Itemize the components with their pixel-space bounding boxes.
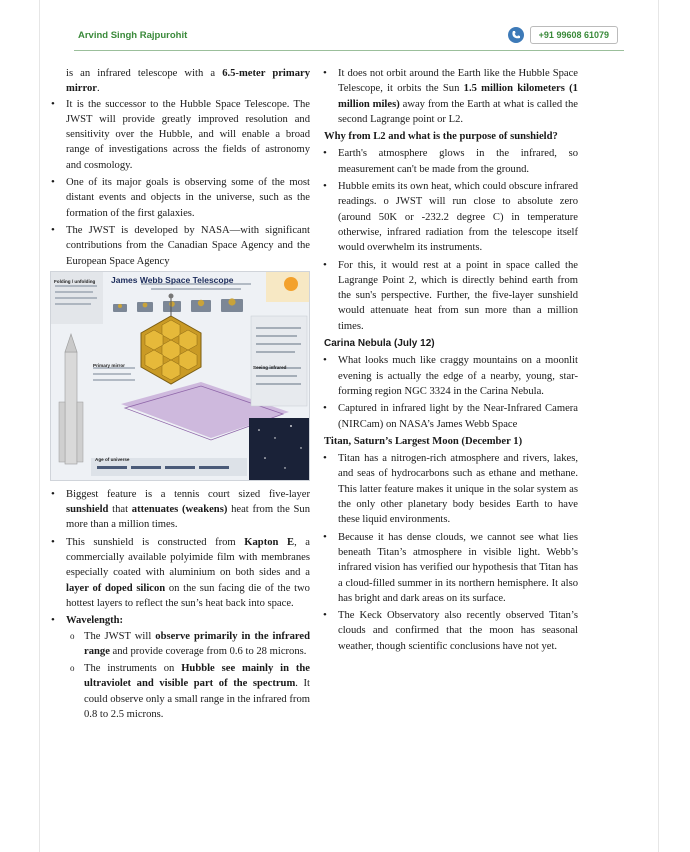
- list-item: • This sunshield is constructed from Kapton E, a commercially available polyimide film with membranes especially coated with aluminium on both sides and a layer of doped silicon on the sun facing die of the two hottest layers to reflect the sun’s heat back into space.: [66, 535, 310, 611]
- list-item: • Titan has a nitrogen-rich atmosphere and rivers, lakes, and seas of hydrocarbons such as ethane and methane. This latter feature makes it unique in the solar system as the only other planetary body besides Earth to have these liquid environments.: [338, 451, 578, 527]
- phone-number: +91 99608 61079: [530, 26, 618, 44]
- infographic-label-infrared: Seeing infrared: [253, 364, 287, 370]
- intro-paragraph: is an infrared telescope with a 6.5-meter primary mirror.: [66, 68, 310, 95]
- left-bullet-list: [66, 97, 310, 269]
- list-item: • What looks much like craggy mountains on a moonlit evening is actually the edge of a nearby, young, star-forming region NGC 3324 in the Carina Nebula.: [338, 353, 578, 399]
- contact-block: [508, 26, 618, 44]
- list-item: o The instruments on Hubble see mainly in the ultraviolet and visible part of the spectrum. It could observe only a small range in the infrared from 0.8 to 2.5 microns.: [84, 661, 310, 722]
- author-name: Arvind Singh Rajpurohit: [78, 30, 188, 41]
- list-item: o The JWST will observe primarily in the infrared range and provide coverage from 0.6 to 28 microns.: [84, 629, 310, 660]
- list-item: • It does not orbit around the Earth like the Hubble Space Telescope, it orbits the Sun 1.5 million kilometers (1 million miles) away from the Earth at what is called the second Lagrange point or L2.: [338, 66, 578, 127]
- infographic-title: James Webb Space Telescope: [111, 274, 234, 285]
- list-item: • It is the successor to the Hubble Space Telescope. The JWST will provide greatly improved resolution and sensitivity over the Hubble, and will enable a broad range of investigations across the fields of astronomy and cosmology.: [66, 97, 310, 173]
- right-bullet-list-2: [338, 146, 578, 334]
- jwst-infographic: [50, 271, 310, 481]
- infographic-label-folding: Folding / unfolding: [54, 278, 96, 284]
- infographic-label-age: Age of universe: [95, 456, 130, 462]
- wavelength-sublist: [66, 629, 310, 723]
- question-heading: Why from L2 and what is the purpose of sunshield?: [324, 131, 558, 143]
- section-heading-carina: Carina Nebula (July 12): [324, 338, 435, 350]
- list-item: • Hubble emits its own heat, which could obscure infrared readings. o JWST will run close to absolute zero (around 50K or -232.2 degree C) in temperature otherwise, infrared radiation from the telescope itself would overwhelm its instruments.: [338, 179, 578, 255]
- infographic-label-primary-mirror: Primary mirror: [93, 362, 125, 368]
- right-bullet-list-3: [338, 353, 578, 431]
- list-item: • The Keck Observatory also recently observed Titan’s clouds and confirmed that the moon has seasonal weather, though scientific conclusions have not yet.: [338, 608, 578, 654]
- section-heading-titan: Titan, Saturn’s Largest Moon (December 1): [324, 435, 523, 447]
- list-item: • The JWST is developed by NASA—with significant contributions from the Canadian Space Agency and the European Space Agency: [66, 223, 310, 269]
- right-bullet-list: [338, 66, 578, 127]
- list-item: • For this, it would rest at a point in space called the Lagrange Point 2, which is directly behind earth from the sun's perspective. Further, the five-layer sunshield would attenuate heat from sun more than a million times.: [338, 258, 578, 334]
- list-item: • Earth's atmosphere glows in the infrared, so measurement can't be made from the ground.: [338, 146, 578, 177]
- phone-icon: [508, 27, 524, 43]
- left-column: [54, 66, 311, 724]
- right-column: [324, 66, 578, 656]
- page-header: [40, 26, 658, 48]
- list-item: • Biggest feature is a tennis court sized five-layer sunshield that attenuates (weakens) heat from the Sun more than a million times.: [66, 487, 310, 533]
- list-item: • Because it has dense clouds, we cannot see what lies beneath Titan’s atmosphere in visible light. Webb’s infrared vision has verified our hypothesis that Titan has a cloud-filled summer in its northern hemisphere. It also has bright and dark areas on its surface.: [338, 530, 578, 606]
- list-item: • Captured in infrared light by the Near-Infrared Camera (NIRCam) on NASA’s James Webb Space: [338, 401, 578, 432]
- header-divider: [74, 50, 624, 51]
- list-item: • One of its major goals is observing some of the most distant events and objects in the universe, such as the formation of the first galaxies.: [66, 175, 310, 221]
- list-item: • Wavelength: o The JWST will observe primarily in the infrared range and provide coverage from 0.6 to 28 microns. o The instruments on Hubble see mainly in the ultraviolet and visible part of the spectrum. It could observe only a small range in the infrared from 0.8 to 2.5 microns.: [66, 613, 310, 722]
- right-bullet-list-4: [338, 451, 578, 654]
- left-bullet-list-2: [66, 487, 310, 722]
